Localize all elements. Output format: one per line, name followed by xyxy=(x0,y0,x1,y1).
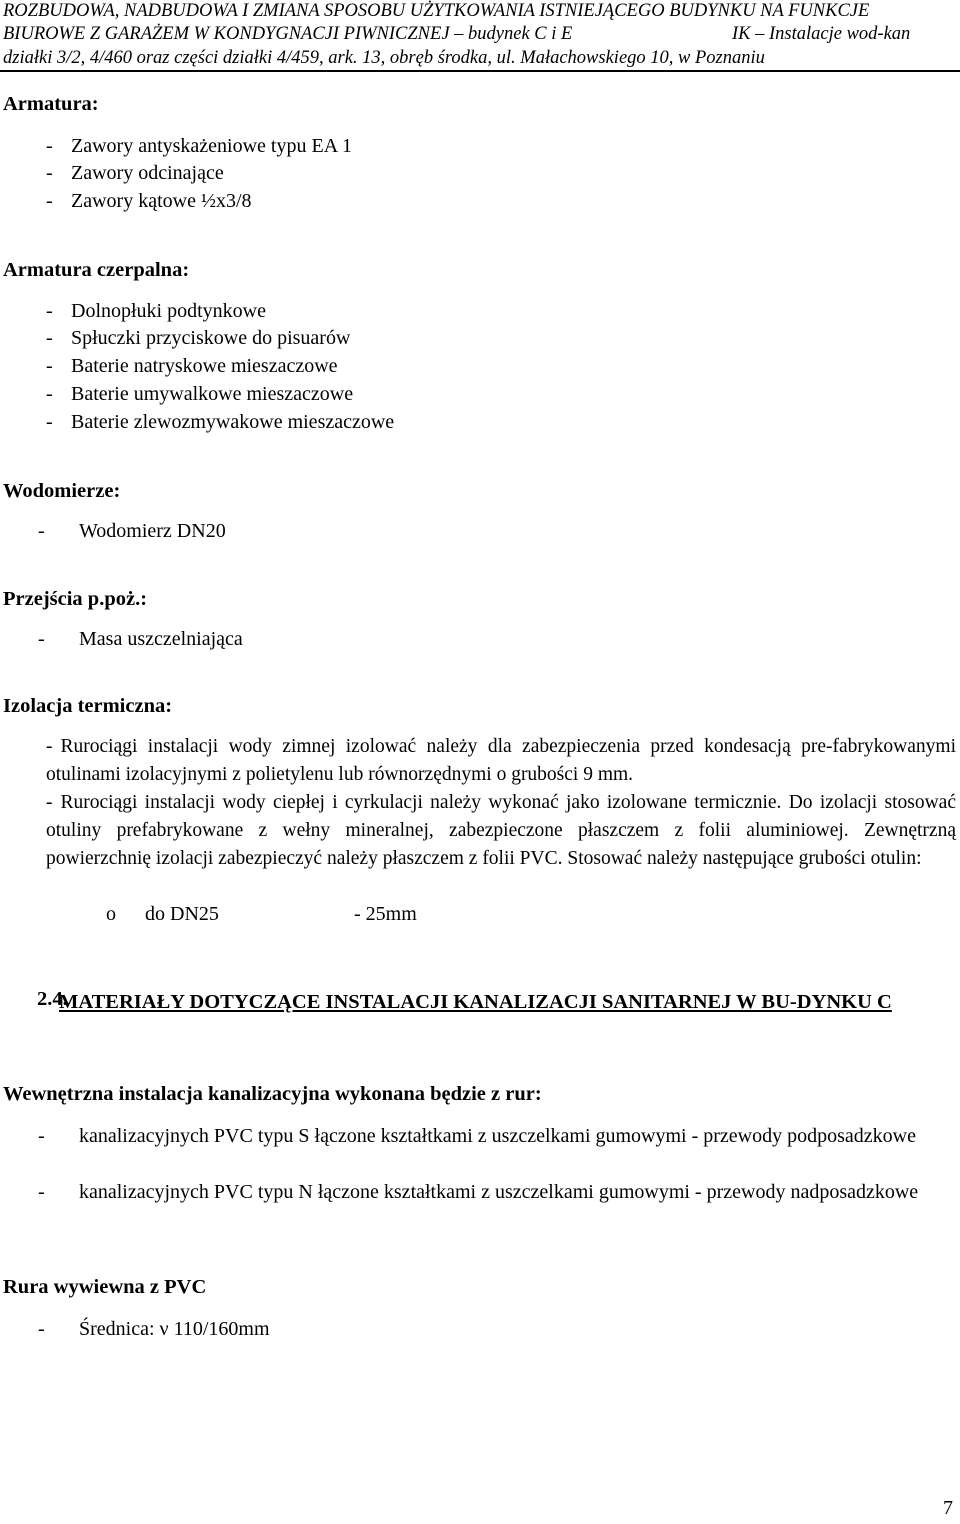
page-number: 7 xyxy=(943,1497,953,1519)
list-item: - kanalizacyjnych PVC typu S łączone kształtkami z uszczelkami gumowymi - przewody podposadzkowe xyxy=(38,1125,916,1147)
section-heading xyxy=(37,988,960,1048)
row-label: do DN25 xyxy=(145,903,219,925)
wodomierze-heading: Wodomierze: xyxy=(3,480,121,502)
izolacja-paragraph-1: - Rurociągi instalacji wody zimnej izolować należy dla zabezpieczenia przed kondesacją pre-fabrykowanymi otulinami izolacyjnymi z polietylenu lub równorzędnymi o grubości 9 mm. xyxy=(46,736,956,785)
section-title: MATERIAŁY DOTYCZĄCE INSTALACJI KANALIZACJI SANITARNEJ W BU-DYNKU C xyxy=(59,991,892,1013)
kanalizacja-heading: Wewnętrzna instalacja kanalizacyjna wykonana będzie z rur: xyxy=(3,1083,542,1105)
armatura-heading: Armatura: xyxy=(3,93,99,115)
row-value: - 25mm xyxy=(354,903,417,925)
armatura-czerpalna-heading: Armatura czerpalna: xyxy=(3,259,190,281)
header-line-2-left: BIUROWE Z GARAŻEM W KONDYGNACJI PIWNICZNEJ – budynek C i E xyxy=(3,24,573,44)
section-number: 2.4. xyxy=(37,988,68,1010)
thickness-row xyxy=(106,903,417,926)
header-line-3: działki 3/2, 4/460 oraz części działki 4/459, ark. 13, obręb środka, ul. Małachowskiego 10, w Poznaniu xyxy=(3,48,765,68)
header-line-1: ROZBUDOWA, NADBUDOWA I ZMIANA SPOSOBU UŻYTKOWANIA ISTNIEJĄCEGO BUDYNKU NA FUNKCJE xyxy=(3,1,870,21)
izolacja-heading: Izolacja termiczna: xyxy=(3,695,173,717)
row-bullet: o xyxy=(106,903,116,925)
header-line-2-right: IK – Instalacje wod-kan xyxy=(732,24,911,44)
rura-heading: Rura wywiewna z PVC xyxy=(3,1276,207,1298)
przejscia-heading: Przejścia p.poż.: xyxy=(3,588,148,610)
list-item: - kanalizacyjnych PVC typu N łączone kształtkami z uszczelkami gumowymi - przewody nadposadzkowe xyxy=(38,1181,919,1203)
header-divider xyxy=(0,70,960,72)
izolacja-paragraph-2: - Rurociągi instalacji wody ciepłej i cyrkulacji należy wykonać jako izolowane termicznie. Do izolacji stosować otuliny prefabrykowane z wełny mineralnej, zabezpieczone płaszczem z folii aluminiowej. Zewnętrzną powierzchnię izolacji zabezpieczyć należy płaszczem z folii PVC. Stosować należy następujące grubości otulin: xyxy=(46,792,956,869)
